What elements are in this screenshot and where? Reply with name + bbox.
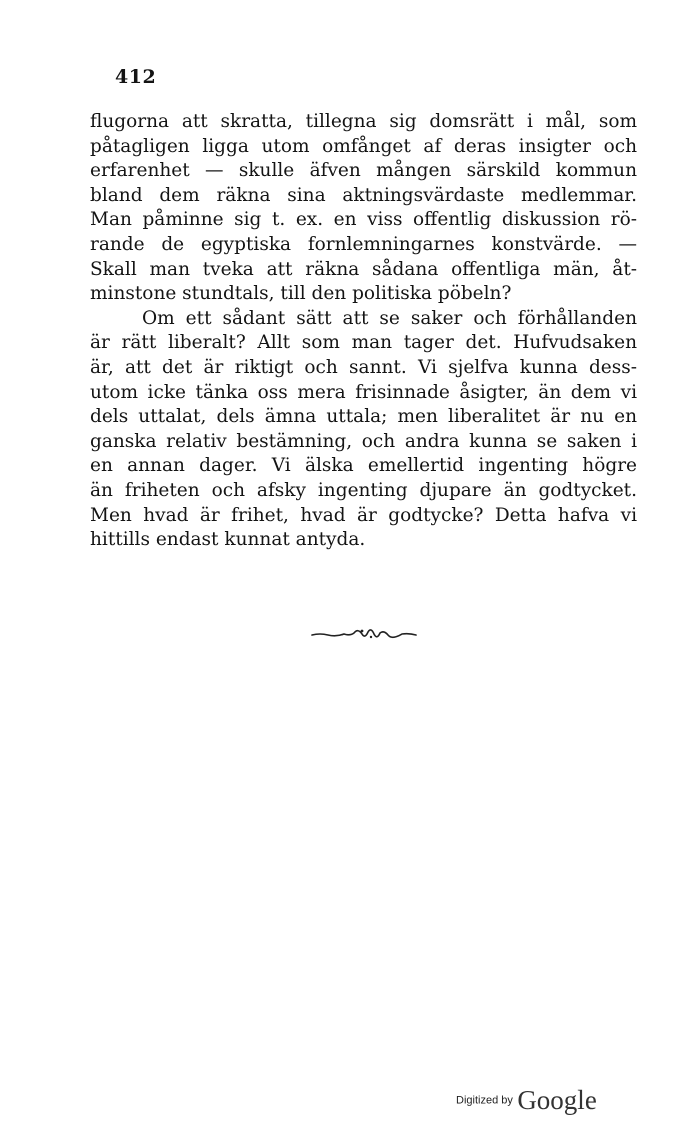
google-logo: Google <box>517 1085 597 1115</box>
text-line: påtagligen ligga utom omfånget af deras insigter och <box>90 135 637 157</box>
digitized-by-google-watermark <box>456 1085 597 1125</box>
text-line: rande de egyptiska fornlemningarnes konstvärde. — <box>90 233 637 255</box>
text-line: Men hvad är frihet, hvad är godtycke? Detta hafva vi <box>90 504 637 526</box>
paragraph-start-line: Om ett sådant sätt att se saker och förhållanden <box>142 307 637 329</box>
text-line: hittills endast kunnat antyda. <box>90 529 366 551</box>
text-line: är rätt liberalt? Allt som man tager det. Hufvudsaken <box>90 332 637 354</box>
text-line: är, att det är riktigt och sannt. Vi sjelfva kunna dess- <box>90 356 637 378</box>
text-line: minstone stundtals, till den politiska pöbeln? <box>90 283 512 305</box>
text-line: ganska relativ bestämning, och andra kunna se saken i <box>90 430 637 452</box>
decorative-ornament-icon <box>310 624 418 644</box>
text-line: Skall man tveka att räkna sådana offentliga män, åt- <box>90 258 637 280</box>
page-number: 412 <box>115 66 157 88</box>
text-line: en annan dager. Vi älska emellertid ingenting högre <box>90 455 637 477</box>
text-line: utom icke tänka oss mera frisinnade åsigter, än dem vi <box>90 381 637 403</box>
text-line: flugorna att skratta, tillegna sig domsrätt i mål, som <box>90 111 637 132</box>
body-text <box>90 110 637 553</box>
text-line: dels uttalat, dels ämna uttala; men liberalitet är nu en <box>90 406 637 428</box>
text-line: bland dem räkna sina aktningsvärdaste medlemmar. <box>90 184 637 206</box>
text-line: erfarenhet — skulle äfven mången särskild kommun <box>90 160 637 182</box>
digitized-label: Digitized by <box>456 1094 513 1107</box>
text-line: än friheten och afsky ingenting djupare än godtycket. <box>90 479 637 501</box>
text-line: Man påminne sig t. ex. en viss offentlig diskussion rö- <box>90 209 637 231</box>
